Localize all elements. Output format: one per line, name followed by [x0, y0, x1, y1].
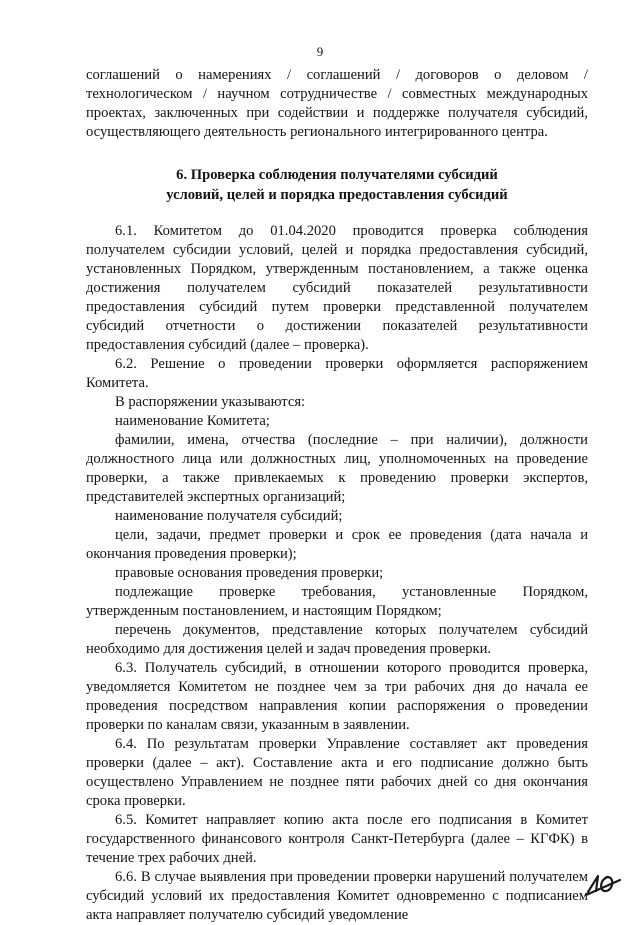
section-heading: [86, 165, 588, 205]
section-title-line-2: условий, целей и порядка предоставления субсидий: [166, 187, 508, 203]
document-body: [86, 66, 588, 925]
section-title-line-1: 6. Проверка соблюдения получателями субсидий: [176, 167, 498, 183]
list-item: фамилии, имена, отчества (последние – при наличии), должности должностного лица или должностных лиц, уполномоченных на проведение проверки, а также привлекаемых к проведению проверки экспертов, представителей экспертных организаций;: [86, 432, 588, 505]
paragraph-6-2: 6.2. Решение о проведении проверки оформляется распоряжением Комитета.: [86, 356, 588, 391]
paragraph-6-5: 6.5. Комитет направляет копию акта после его подписания в Комитет государственного финансового контроля Санкт-Петербурга (далее – КГФК) в течение трех рабочих дней.: [86, 812, 588, 866]
paragraph-6-1: 6.1. Комитетом до 01.04.2020 проводится проверка соблюдения получателем субсидии условий, целей и порядка предоставления субсидий, установленных Порядком, утвержденным постановлением, а также оценка достижения получателем субсидий показателей результативности предоставления субсидий путем проверки представленной получателем субсидий отчетности о достижении показателей результативности предоставления субсидий (далее – проверка).: [86, 223, 588, 353]
handwritten-page-number-icon: [584, 868, 624, 898]
intro-paragraph: соглашений о намерениях / соглашений / договоров о деловом / технологическом / научном сотрудничестве / совместных международных проектах, заключенных при содействии и поддержке получателя субсидий, осуществляющего деятельность регионального интегрированного центра.: [86, 67, 588, 140]
list-item: цели, задачи, предмет проверки и срок ее проведения (дата начала и окончания проведения проверки);: [86, 527, 588, 562]
paragraph-6-2-list-intro: В распоряжении указываются:: [115, 394, 306, 410]
paragraph-6-6: 6.6. В случае выявления при проведении проверки нарушений получателем субсидий условий их предоставления Комитет одновременно с подписанием акта направляет получателю субсидий уведомление: [86, 869, 588, 923]
list-item: подлежащие проверке требования, установленные Порядком, утвержденным постановлением, и настоящим Порядком;: [86, 584, 588, 619]
list-item: перечень документов, представление которых получателем субсидий необходимо для достижения целей и задач проведения проверки.: [86, 622, 588, 657]
list-item: наименование Комитета;: [115, 413, 270, 429]
paragraph-6-4: 6.4. По результатам проверки Управление составляет акт проведения проверки (далее – акт). Составление акта и его подписание должно быть осуществлено Управлением не позднее пяти рабочих дней со дня окончания срока проверки.: [86, 736, 588, 809]
list-item: правовые основания проведения проверки;: [115, 565, 384, 581]
list-item: наименование получателя субсидий;: [115, 508, 343, 524]
paragraph-6-3: 6.3. Получатель субсидий, в отношении которого проводится проверка, уведомляется Комитетом не позднее чем за три рабочих дня до начала ее проведения посредством направления копии распоряжения о проведении проверки по каналам связи, указанным в заявлении.: [86, 660, 588, 733]
page-number: 9: [316, 44, 324, 59]
